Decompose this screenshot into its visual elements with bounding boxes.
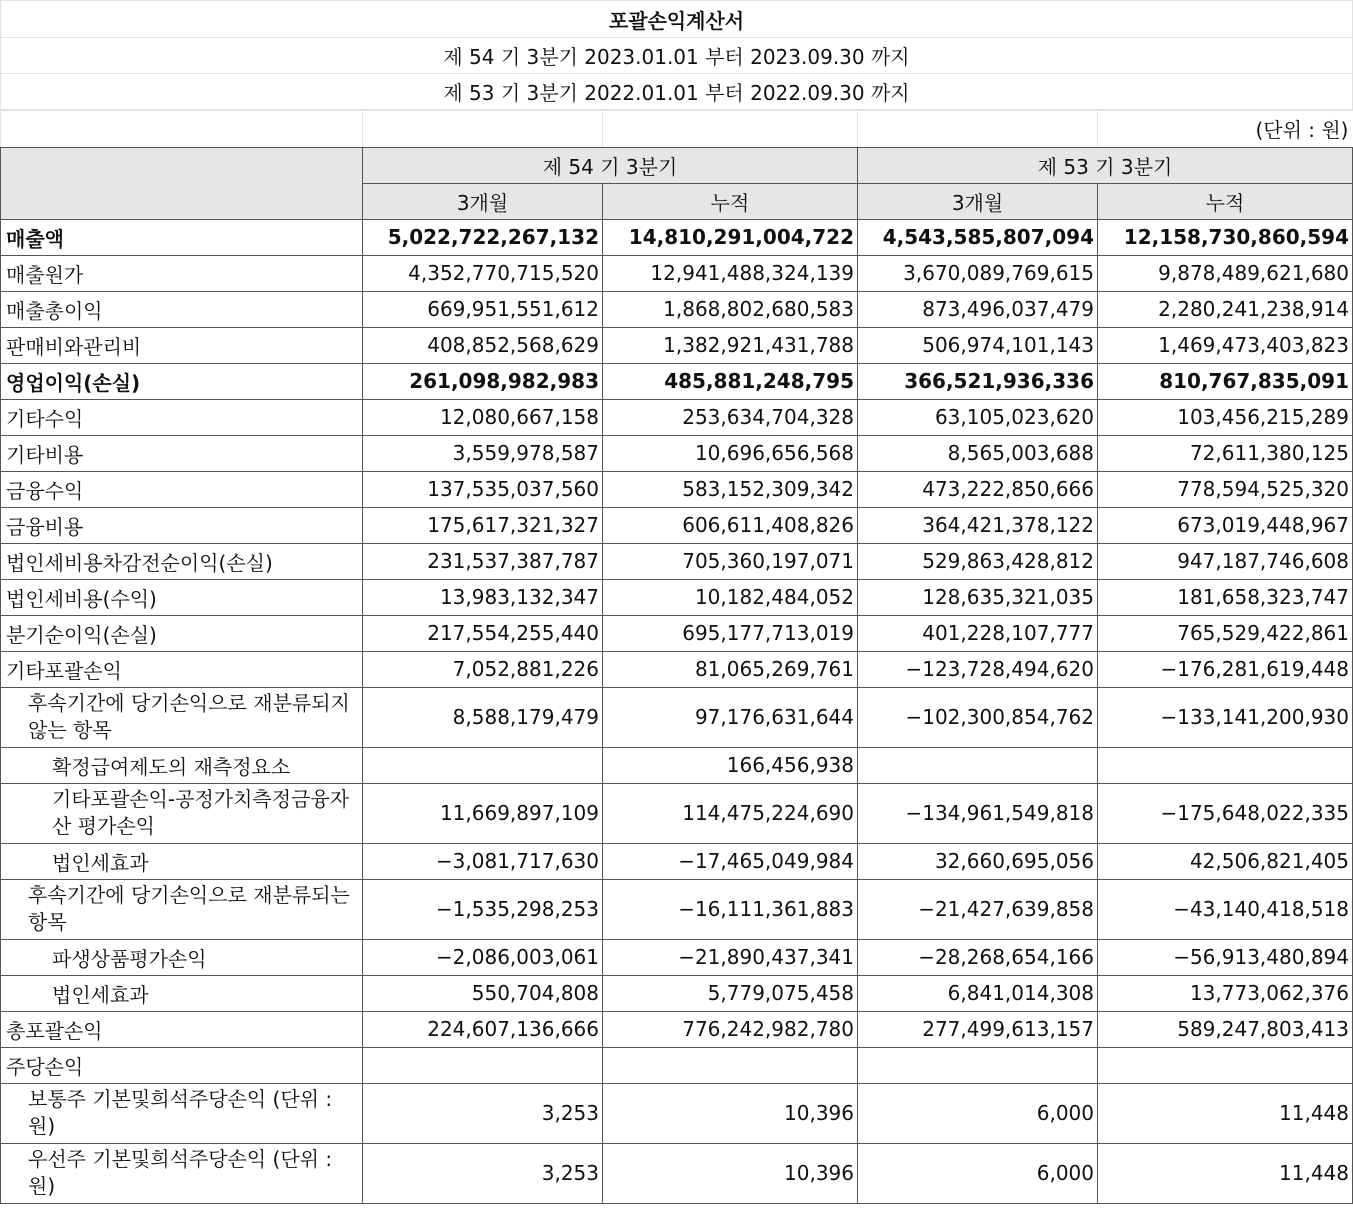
cell-value xyxy=(363,1047,603,1083)
row-label: 법인세비용(수익) xyxy=(1,579,363,615)
cell-value: 253,634,704,328 xyxy=(603,399,858,435)
cell-value: 9,878,489,621,680 xyxy=(1098,255,1353,291)
cell-value: 261,098,982,983 xyxy=(363,363,603,399)
header-current-period: 제 54 기 3분기 xyxy=(363,147,858,183)
header-cumulative: 누적 xyxy=(1098,183,1353,219)
title-table xyxy=(0,0,1353,110)
period-prior: 제 53 기 3분기 2022.01.01 부터 2022.09.30 까지 xyxy=(1,74,1353,110)
table-row xyxy=(1,1083,1353,1143)
unit-spacer xyxy=(603,111,858,147)
cell-value: 10,396 xyxy=(603,1143,858,1203)
cell-value: −56,913,480,894 xyxy=(1098,939,1353,975)
table-row xyxy=(1,363,1353,399)
statement-title: 포괄손익계산서 xyxy=(1,1,1353,38)
cell-value: −133,141,200,930 xyxy=(1098,687,1353,747)
cell-value xyxy=(603,1047,858,1083)
unit-spacer xyxy=(858,111,1098,147)
table-row xyxy=(1,843,1353,879)
cell-value xyxy=(363,747,603,783)
cell-value: 3,559,978,587 xyxy=(363,435,603,471)
row-label: 후속기간에 당기손익으로 재분류되는 항목 xyxy=(1,879,363,939)
unit-label: (단위 : 원) xyxy=(1098,111,1353,147)
cell-value: 1,469,473,403,823 xyxy=(1098,327,1353,363)
table-row xyxy=(1,975,1353,1011)
row-label: 법인세효과 xyxy=(1,975,363,1011)
row-label: 기타수익 xyxy=(1,399,363,435)
row-label: 후속기간에 당기손익으로 재분류되지 않는 항목 xyxy=(1,687,363,747)
cell-value: 778,594,525,320 xyxy=(1098,471,1353,507)
row-label: 매출원가 xyxy=(1,255,363,291)
cell-value: 810,767,835,091 xyxy=(1098,363,1353,399)
cell-value: 4,352,770,715,520 xyxy=(363,255,603,291)
row-label: 기타포괄손익-공정가치측정금융자산 평가손익 xyxy=(1,783,363,843)
cell-value: 1,382,921,431,788 xyxy=(603,327,858,363)
row-label: 기타비용 xyxy=(1,435,363,471)
row-label: 매출총이익 xyxy=(1,291,363,327)
cell-value: 529,863,428,812 xyxy=(858,543,1098,579)
cell-value: 765,529,422,861 xyxy=(1098,615,1353,651)
table-row xyxy=(1,783,1353,843)
cell-value: 63,105,023,620 xyxy=(858,399,1098,435)
cell-value: 175,617,321,327 xyxy=(363,507,603,543)
row-label: 매출액 xyxy=(1,219,363,255)
unit-spacer xyxy=(1,111,363,147)
unit-row-table xyxy=(0,110,1353,147)
cell-value: 506,974,101,143 xyxy=(858,327,1098,363)
row-label: 판매비와관리비 xyxy=(1,327,363,363)
cell-value: 12,941,488,324,139 xyxy=(603,255,858,291)
table-row xyxy=(1,1011,1353,1047)
row-label: 분기순이익(손실) xyxy=(1,615,363,651)
table-row xyxy=(1,651,1353,687)
table-row xyxy=(1,471,1353,507)
cell-value: 473,222,850,666 xyxy=(858,471,1098,507)
cell-value: 485,881,248,795 xyxy=(603,363,858,399)
row-label: 법인세효과 xyxy=(1,843,363,879)
cell-value: 583,152,309,342 xyxy=(603,471,858,507)
cell-value: 947,187,746,608 xyxy=(1098,543,1353,579)
header-three-month: 3개월 xyxy=(363,183,603,219)
header-cumulative: 누적 xyxy=(603,183,858,219)
cell-value: 401,228,107,777 xyxy=(858,615,1098,651)
cell-value xyxy=(1098,1047,1353,1083)
cell-value: 11,448 xyxy=(1098,1083,1353,1143)
cell-value: 81,065,269,761 xyxy=(603,651,858,687)
table-row xyxy=(1,219,1353,255)
cell-value: 13,983,132,347 xyxy=(363,579,603,615)
cell-value: 13,773,062,376 xyxy=(1098,975,1353,1011)
cell-value: 11,448 xyxy=(1098,1143,1353,1203)
cell-value: 705,360,197,071 xyxy=(603,543,858,579)
cell-value: 669,951,551,612 xyxy=(363,291,603,327)
table-row xyxy=(1,939,1353,975)
cell-value: 114,475,224,690 xyxy=(603,783,858,843)
cell-value: 277,499,613,157 xyxy=(858,1011,1098,1047)
cell-value: 10,182,484,052 xyxy=(603,579,858,615)
row-label: 총포괄손익 xyxy=(1,1011,363,1047)
period-current: 제 54 기 3분기 2023.01.01 부터 2023.09.30 까지 xyxy=(1,38,1353,74)
cell-value: 11,669,897,109 xyxy=(363,783,603,843)
row-label: 영업이익(손실) xyxy=(1,363,363,399)
cell-value: 12,080,667,158 xyxy=(363,399,603,435)
cell-value: −134,961,549,818 xyxy=(858,783,1098,843)
table-row xyxy=(1,1047,1353,1083)
table-row xyxy=(1,879,1353,939)
cell-value: 2,280,241,238,914 xyxy=(1098,291,1353,327)
cell-value: −2,086,003,061 xyxy=(363,939,603,975)
row-label: 우선주 기본및희석주당손익 (단위 : 원) xyxy=(1,1143,363,1203)
table-row xyxy=(1,399,1353,435)
table-row xyxy=(1,507,1353,543)
row-label: 파생상품평가손익 xyxy=(1,939,363,975)
cell-value: 5,022,722,267,132 xyxy=(363,219,603,255)
cell-value: 673,019,448,967 xyxy=(1098,507,1353,543)
cell-value: 776,242,982,780 xyxy=(603,1011,858,1047)
cell-value: −1,535,298,253 xyxy=(363,879,603,939)
cell-value: 1,868,802,680,583 xyxy=(603,291,858,327)
cell-value: 97,176,631,644 xyxy=(603,687,858,747)
cell-value: −43,140,418,518 xyxy=(1098,879,1353,939)
row-label: 금융수익 xyxy=(1,471,363,507)
cell-value: 224,607,136,666 xyxy=(363,1011,603,1047)
table-row xyxy=(1,687,1353,747)
cell-value: −176,281,619,448 xyxy=(1098,651,1353,687)
cell-value: 10,396 xyxy=(603,1083,858,1143)
cell-value: 231,537,387,787 xyxy=(363,543,603,579)
cell-value: 4,543,585,807,094 xyxy=(858,219,1098,255)
cell-value: 6,000 xyxy=(858,1083,1098,1143)
cell-value: 589,247,803,413 xyxy=(1098,1011,1353,1047)
cell-value: 42,506,821,405 xyxy=(1098,843,1353,879)
cell-value: −123,728,494,620 xyxy=(858,651,1098,687)
cell-value: 14,810,291,004,722 xyxy=(603,219,858,255)
table-row xyxy=(1,543,1353,579)
cell-value: 72,611,380,125 xyxy=(1098,435,1353,471)
unit-spacer xyxy=(363,111,603,147)
table-row xyxy=(1,747,1353,783)
cell-value: 8,588,179,479 xyxy=(363,687,603,747)
table-row xyxy=(1,579,1353,615)
cell-value: −21,427,639,858 xyxy=(858,879,1098,939)
cell-value: −3,081,717,630 xyxy=(363,843,603,879)
table-row xyxy=(1,1143,1353,1203)
cell-value: 695,177,713,019 xyxy=(603,615,858,651)
row-label: 금융비용 xyxy=(1,507,363,543)
cell-value: 3,253 xyxy=(363,1083,603,1143)
cell-value: −102,300,854,762 xyxy=(858,687,1098,747)
cell-value: 137,535,037,560 xyxy=(363,471,603,507)
cell-value xyxy=(858,1047,1098,1083)
cell-value: 3,253 xyxy=(363,1143,603,1203)
cell-value: −28,268,654,166 xyxy=(858,939,1098,975)
header-blank xyxy=(1,147,363,219)
row-label: 보통주 기본및희석주당손익 (단위 : 원) xyxy=(1,1083,363,1143)
table-row xyxy=(1,291,1353,327)
cell-value: 366,521,936,336 xyxy=(858,363,1098,399)
cell-value: 128,635,321,035 xyxy=(858,579,1098,615)
table-row xyxy=(1,615,1353,651)
cell-value: 32,660,695,056 xyxy=(858,843,1098,879)
cell-value: 6,000 xyxy=(858,1143,1098,1203)
cell-value: 166,456,938 xyxy=(603,747,858,783)
income-statement-table xyxy=(0,147,1353,1204)
cell-value: −17,465,049,984 xyxy=(603,843,858,879)
cell-value: −21,890,437,341 xyxy=(603,939,858,975)
cell-value xyxy=(858,747,1098,783)
cell-value: −16,111,361,883 xyxy=(603,879,858,939)
row-label: 기타포괄손익 xyxy=(1,651,363,687)
cell-value: 6,841,014,308 xyxy=(858,975,1098,1011)
cell-value xyxy=(1098,747,1353,783)
cell-value: 873,496,037,479 xyxy=(858,291,1098,327)
row-label: 법인세비용차감전순이익(손실) xyxy=(1,543,363,579)
cell-value: −175,648,022,335 xyxy=(1098,783,1353,843)
header-prior-period: 제 53 기 3분기 xyxy=(858,147,1353,183)
cell-value: 217,554,255,440 xyxy=(363,615,603,651)
cell-value: 181,658,323,747 xyxy=(1098,579,1353,615)
cell-value: 103,456,215,289 xyxy=(1098,399,1353,435)
table-row xyxy=(1,327,1353,363)
cell-value: 550,704,808 xyxy=(363,975,603,1011)
cell-value: 364,421,378,122 xyxy=(858,507,1098,543)
cell-value: 10,696,656,568 xyxy=(603,435,858,471)
cell-value: 5,779,075,458 xyxy=(603,975,858,1011)
cell-value: 7,052,881,226 xyxy=(363,651,603,687)
row-label: 확정급여제도의 재측정요소 xyxy=(1,747,363,783)
cell-value: 3,670,089,769,615 xyxy=(858,255,1098,291)
cell-value: 8,565,003,688 xyxy=(858,435,1098,471)
cell-value: 12,158,730,860,594 xyxy=(1098,219,1353,255)
cell-value: 408,852,568,629 xyxy=(363,327,603,363)
header-three-month: 3개월 xyxy=(858,183,1098,219)
table-row xyxy=(1,255,1353,291)
row-label: 주당손익 xyxy=(1,1047,363,1083)
cell-value: 606,611,408,826 xyxy=(603,507,858,543)
table-row xyxy=(1,435,1353,471)
